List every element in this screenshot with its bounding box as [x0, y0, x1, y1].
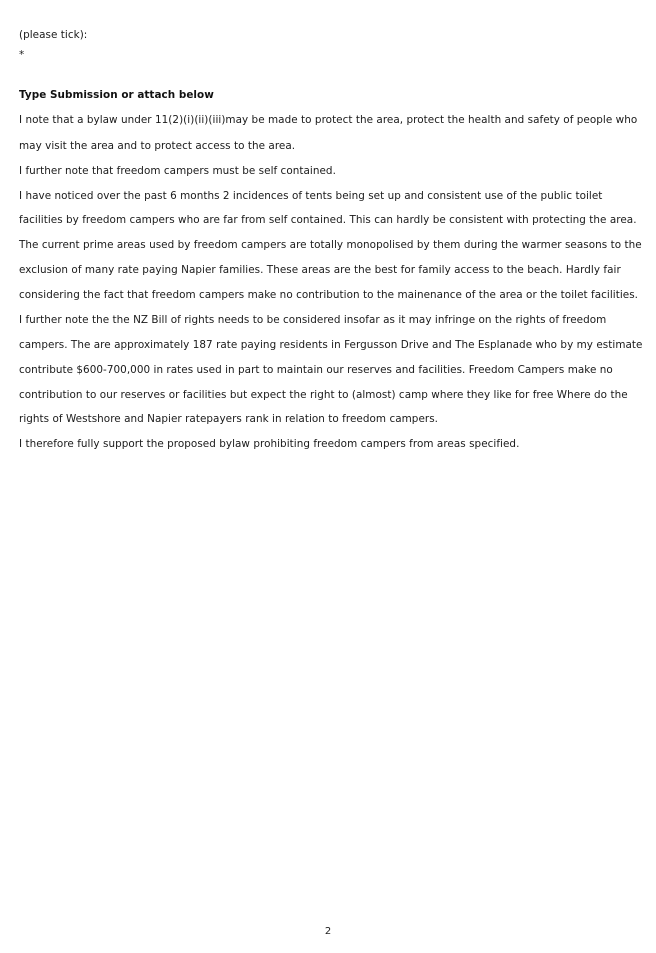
submission-line: considering the fact that freedom campers make no contribution to the mainenance of the area or the toilet facilities.	[19, 289, 639, 301]
submission-line: facilities by freedom campers who are far from self contained. This can hardly be consistent with protecting the area.	[19, 214, 637, 226]
submission-line: I note that a bylaw under 11(2)(i)(ii)(iii)may be made to protect the area, protect the health and safety of people who	[19, 114, 638, 126]
submission-line: I further note that freedom campers must be self contained.	[19, 165, 336, 177]
submission-line: I have noticed over the past 6 months 2 incidences of tents being set up and consistent use of the public toilet	[19, 190, 603, 202]
submission-line: may visit the area and to protect access to the area.	[19, 140, 296, 152]
submission-line: rights of Westshore and Napier ratepayers rank in relation to freedom campers.	[19, 413, 439, 425]
submission-line: campers. The are approximately 187 rate paying residents in Fergusson Drive and The Esplanade who by my estimate	[19, 339, 643, 351]
submission-heading: Type Submission or attach below	[19, 89, 214, 101]
page-number: 2	[324, 926, 332, 937]
submission-line: I further note the the NZ Bill of rights needs to be considered insofar as it may infringe on the rights of freedom	[19, 314, 607, 326]
required-asterisk: *	[19, 49, 25, 61]
tick-label: (please tick):	[19, 29, 88, 41]
submission-line: contribution to our reserves or facilities but expect the right to (almost) camp where they like for free Where do the	[19, 389, 628, 401]
submission-line: contribute $600-700,000 in rates used in part to maintain our reserves and facilities. Freedom Campers make no	[19, 364, 613, 376]
submission-line: I therefore fully support the proposed bylaw prohibiting freedom campers from areas specified.	[19, 438, 520, 450]
submission-line: The current prime areas used by freedom campers are totally monopolised by them during the warmer seasons to the	[19, 239, 642, 251]
submission-line: exclusion of many rate paying Napier families. These areas are the best for family access to the beach. Hardly fair	[19, 264, 621, 276]
